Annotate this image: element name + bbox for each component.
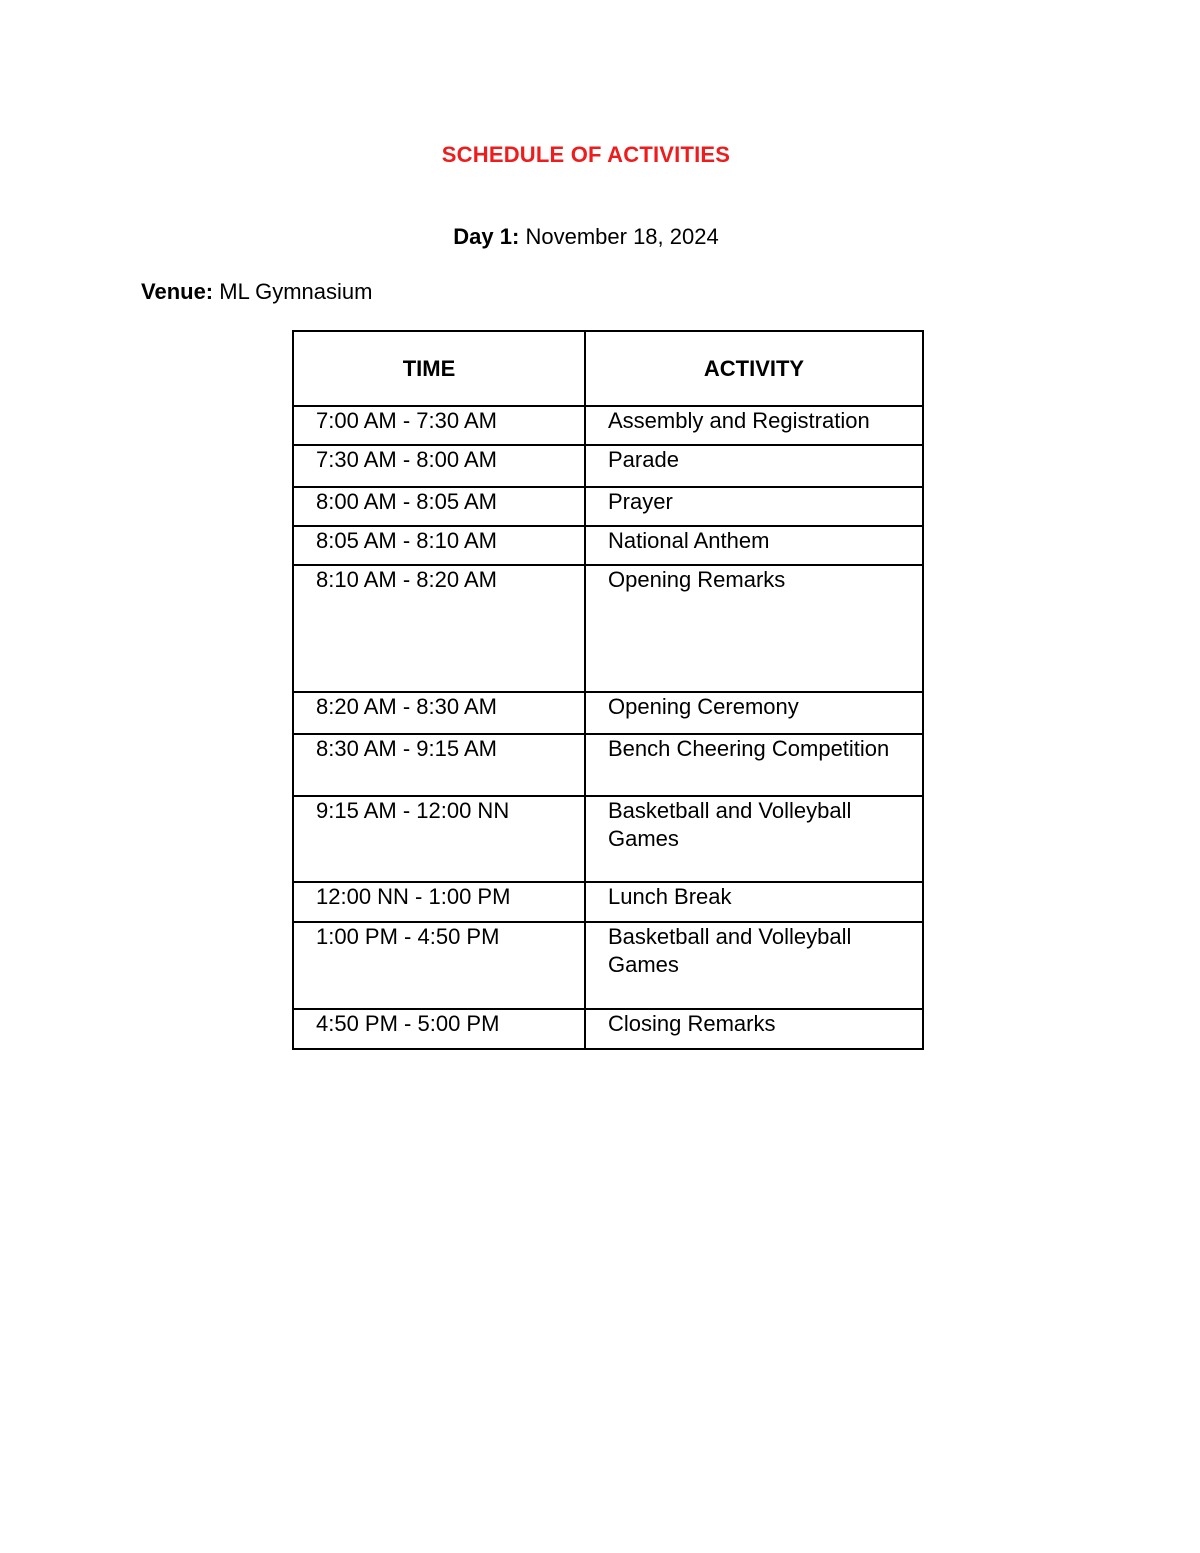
table-row (293, 734, 923, 796)
activity-cell: Prayer (585, 487, 923, 526)
table-row (293, 445, 923, 487)
venue-line (141, 279, 372, 305)
activity-cell: Parade (585, 445, 923, 487)
table-row (293, 796, 923, 882)
venue-value: ML Gymnasium (219, 279, 373, 304)
schedule-table (292, 330, 924, 1050)
activity-cell: Closing Remarks (585, 1009, 923, 1049)
activity-cell: Bench Cheering Competition (585, 734, 923, 796)
time-cell: 7:00 AM - 7:30 AM (293, 406, 585, 445)
time-cell: 4:50 PM - 5:00 PM (293, 1009, 585, 1049)
table-row (293, 882, 923, 922)
activity-cell: Assembly and Registration (585, 406, 923, 445)
time-cell: 8:20 AM - 8:30 AM (293, 692, 585, 734)
activity-cell: Basketball and Volleyball Games (585, 796, 923, 882)
time-cell: 8:00 AM - 8:05 AM (293, 487, 585, 526)
day-label: Day 1: (453, 224, 520, 249)
time-cell: 7:30 AM - 8:00 AM (293, 445, 585, 487)
activity-cell: National Anthem (585, 526, 923, 565)
time-cell: 12:00 NN - 1:00 PM (293, 882, 585, 922)
table-row (293, 526, 923, 565)
time-cell: 1:00 PM - 4:50 PM (293, 922, 585, 1009)
header-activity: ACTIVITY (585, 331, 923, 406)
day-value: November 18, 2024 (525, 224, 719, 249)
activity-cell: Basketball and Volleyball Games (585, 922, 923, 1009)
header-time: TIME (293, 331, 585, 406)
page-title: SCHEDULE OF ACTIVITIES (441, 142, 731, 167)
time-cell: 8:05 AM - 8:10 AM (293, 526, 585, 565)
table-row (293, 692, 923, 734)
activity-cell: Lunch Break (585, 882, 923, 922)
activity-cell: Opening Ceremony (585, 692, 923, 734)
time-cell: 9:15 AM - 12:00 NN (293, 796, 585, 882)
table-row (293, 565, 923, 692)
table-row (293, 1009, 923, 1049)
time-cell: 8:30 AM - 9:15 AM (293, 734, 585, 796)
table-header-row (293, 331, 923, 406)
table-row (293, 406, 923, 445)
time-cell: 8:10 AM - 8:20 AM (293, 565, 585, 692)
activity-cell: Opening Remarks (585, 565, 923, 692)
venue-label: Venue: (141, 279, 214, 304)
day-line (0, 224, 1172, 250)
table-row (293, 487, 923, 526)
table-row (293, 922, 923, 1009)
